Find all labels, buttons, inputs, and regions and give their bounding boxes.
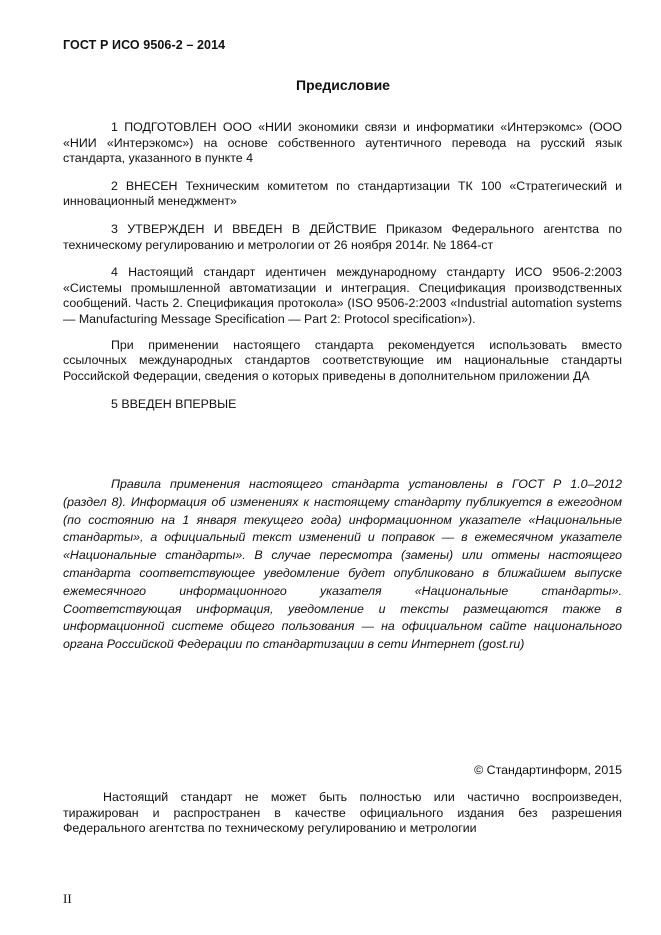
page-number: II [63, 891, 72, 906]
paragraph-approved: 3 УТВЕРЖДЕН И ВВЕДЕН В ДЕЙСТВИЕ Приказом Федерального агентства по техническому регулированию и метрологии от 26 ноября 2014г. № 1864-ст [63, 221, 622, 252]
paragraph-first-introduced: 5 ВВЕДЕН ВПЕРВЫЕ [111, 397, 237, 412]
paragraph-identical-standard: 4 Настоящий стандарт идентичен международному стандарту ИСО 9506-2:2003 «Системы промышленной автоматизации и интеграция. Спецификация производственных сообщений. Часть 2. Спецификация протокола» (ISO 9506-2:2003 «Industrial automation systems — Manufacturing Message Specification — Part 2: Protocol specification»). [63, 265, 622, 326]
foreword-body [63, 120, 622, 425]
copyright-line: © Стандартинформ, 2015 [474, 763, 622, 777]
paragraph-submitted-by: 2 ВНЕСЕН Техническим комитетом по стандартизации ТК 100 «Стратегический и инновационный менеджмент» [63, 178, 622, 209]
reproduction-note-text: Настоящий стандарт не может быть полностью или частично воспроизведен, тиражирован и распространен в качестве официального издания без разрешения Федерального агентства по техническому регулированию и метрологии [63, 790, 622, 836]
reproduction-restriction [63, 790, 622, 837]
notice-text: Правила применения настоящего стандарта установлены в ГОСТ Р 1.0–2012 (раздел 8). Информация об изменениях к настоящему стандарту публикуется в ежегодном (по состоянию на 1 января текущего года) информационном указателе «Национальные стандарты», а официальный текст изменений и поправок — в ежемесячном указателе «Национальные стандарты». В случае пересмотра (замены) или отмены настоящего стандарта соответствующее уведомление будет опубликовано в ближайшем выпуске ежемесячного информационного указателя «Национальные стандарты». Соответствующая информация, уведомление и тексты размещаются также в информационной системе общего пользования — на официальном сайте национального органа Российской Федерации по стандартизации в сети Интернет (gost.ru) [63, 477, 622, 652]
page-title: Предисловие [296, 77, 390, 93]
paragraph-prepared-by: 1 ПОДГОТОВЛЕН ООО «НИИ экономики связи и информатики «Интерэкомс» (ООО «НИИ «Интерэкомс») на основе собственного аутентичного перевода на русский язык стандарта, указанного в пункте 4 [63, 120, 622, 166]
document-code-header: ГОСТ Р ИСО 9506-2 – 2014 [63, 38, 226, 52]
paragraph-national-standards-note: При применении настоящего стандарта рекомендуется использовать вместо ссылочных международных стандартов соответствующие им национальные стандарты Российской Федерации, сведения о которых приведены в дополнительном приложении ДА [63, 337, 622, 383]
application-rules-notice [63, 476, 622, 654]
